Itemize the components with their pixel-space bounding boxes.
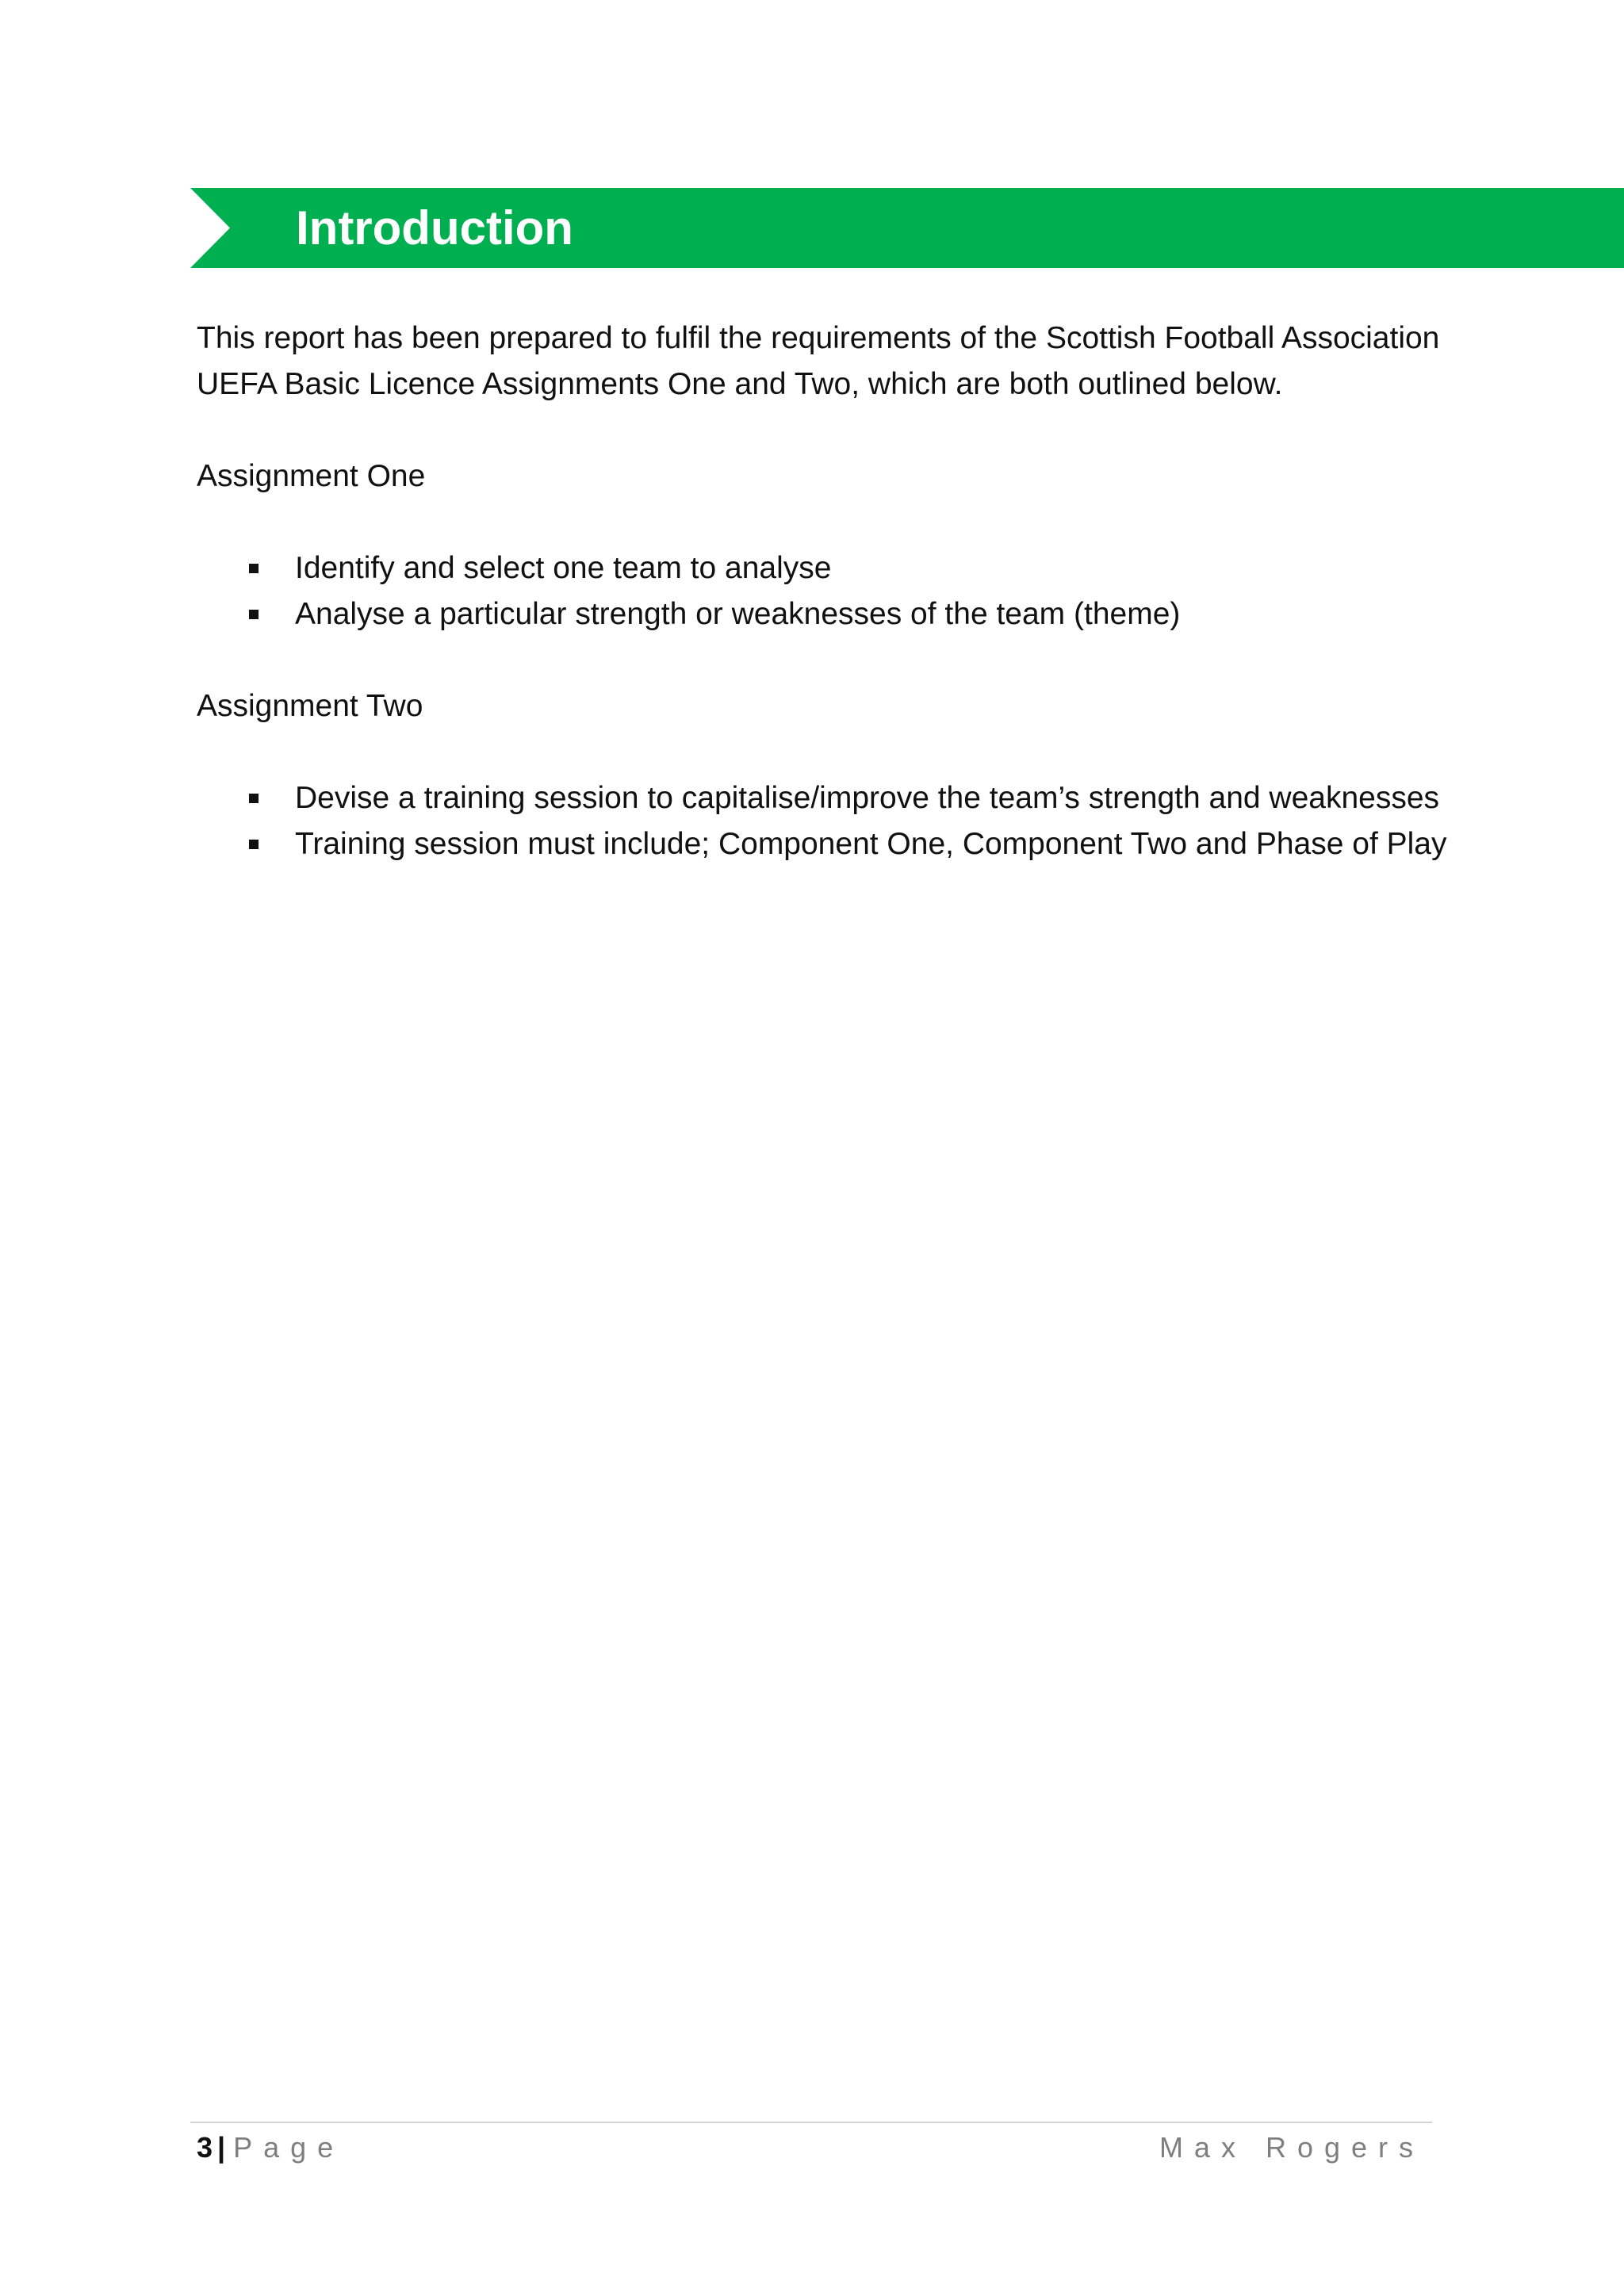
page-title: Introduction <box>296 201 573 254</box>
square-bullet-icon <box>249 794 259 803</box>
page-number: 3 <box>197 2131 213 2164</box>
square-bullet-icon <box>249 840 259 849</box>
list-item <box>197 775 1465 821</box>
footer-page-indicator <box>197 2128 344 2168</box>
assignment-one-list <box>197 545 1465 637</box>
list-item <box>197 591 1465 637</box>
footer-author: Max Rogers <box>1159 2131 1424 2164</box>
square-bullet-icon <box>249 564 259 573</box>
list-item-text: Devise a training session to capitalise/improve the team’s strength and weaknesses <box>295 781 1440 815</box>
list-item <box>197 545 1465 591</box>
assignment-one-heading: Assignment One <box>197 459 426 493</box>
list-item <box>197 821 1465 867</box>
list-item-text: Analyse a particular strength or weaknesses of the team (theme) <box>295 597 1181 631</box>
assignment-two-heading: Assignment Two <box>197 689 423 723</box>
list-item-text: Training session must include; Component One, Component Two and Phase of Play <box>295 827 1447 861</box>
square-bullet-icon <box>249 610 259 619</box>
page-separator: | <box>217 2131 226 2164</box>
intro-paragraph: This report has been prepared to fulfil the requirements of the Scottish Football Association UEFA Basic Licence Assignments One and Two, which are both outlined below. <box>197 321 1440 401</box>
page-label: Page <box>233 2131 345 2164</box>
footer-divider <box>190 2122 1432 2123</box>
assignment-two-list <box>197 775 1465 867</box>
list-item-text: Identify and select one team to analyse <box>295 551 832 585</box>
section-banner <box>190 188 1624 268</box>
